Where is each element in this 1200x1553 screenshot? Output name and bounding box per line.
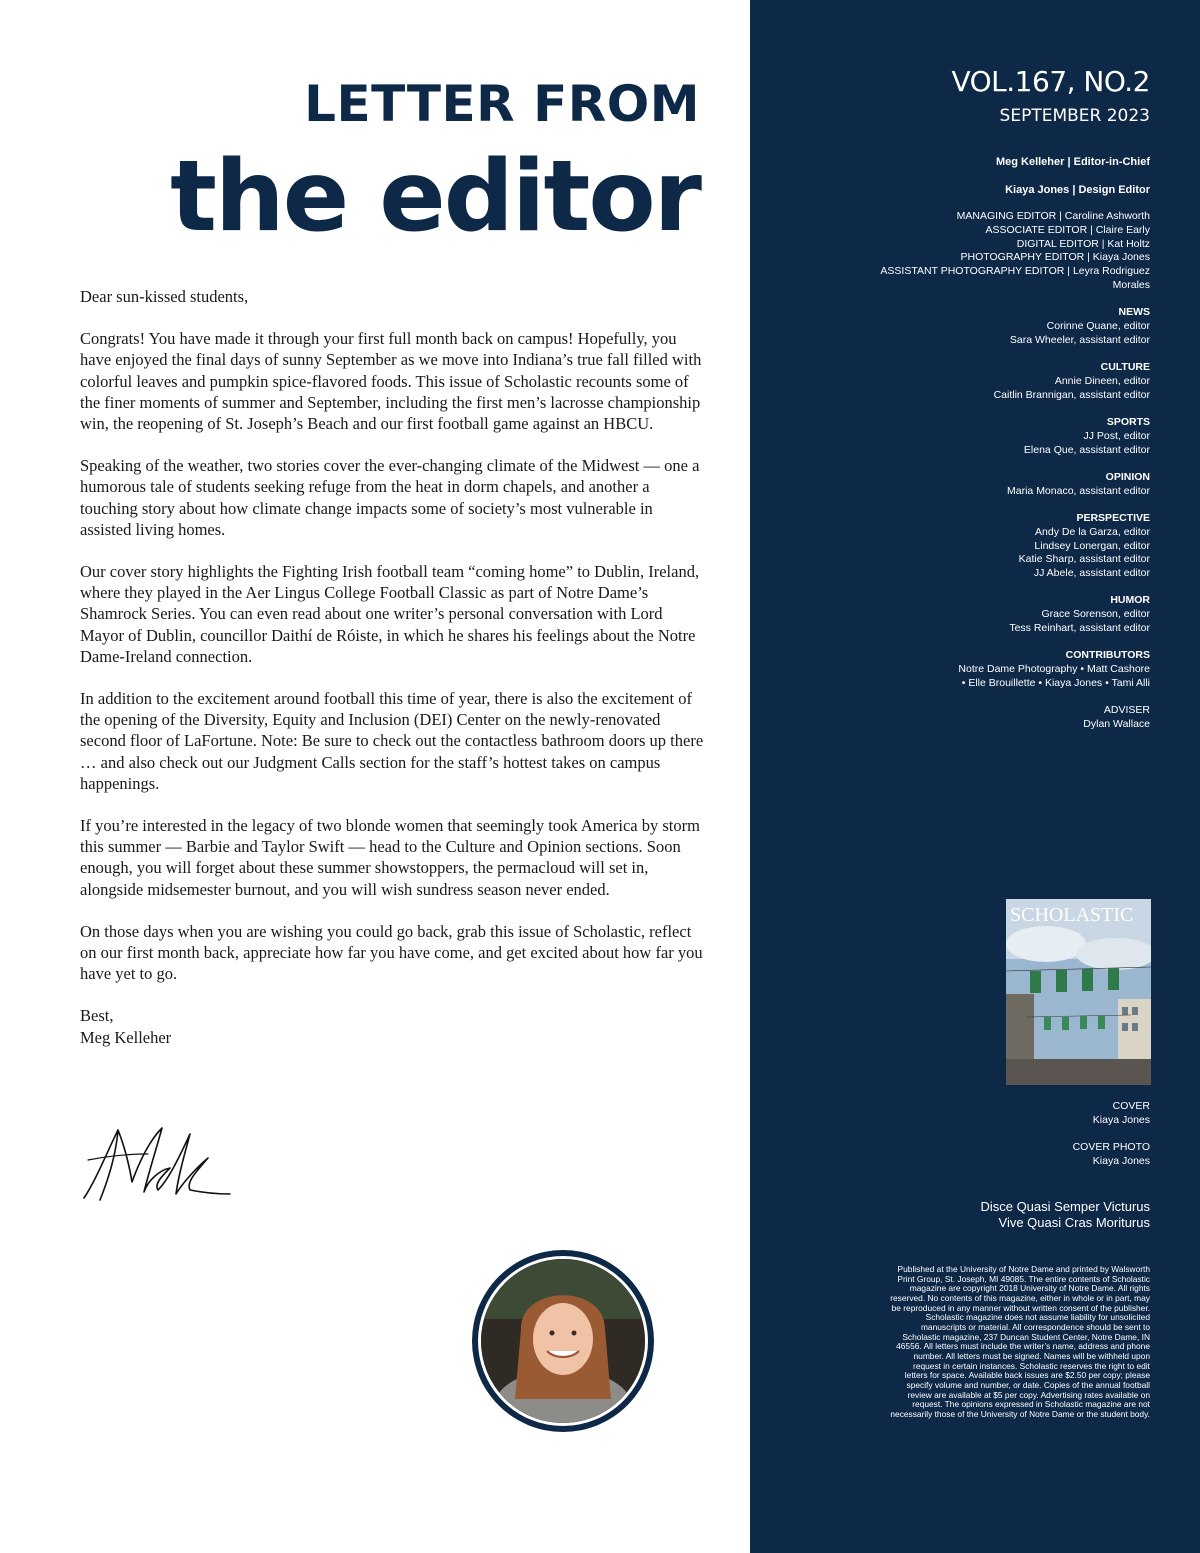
staff-name: • Elle Brouillette • Kiaya Jones • Tami Alli <box>961 676 1150 689</box>
section-heading: CULTURE <box>1100 361 1150 373</box>
staff-name: Elena Que, assistant editor <box>1023 443 1150 456</box>
letter-paragraph: On those days when you are wishing you could go back, grab this issue of Scholastic, reflect on our first month back, appreciate how far you have come, and get excited about how far you have yet to go. <box>80 921 703 984</box>
cover-image <box>1006 899 1151 1085</box>
staff-name: Grace Sorenson, editor <box>1041 607 1150 620</box>
editor-line: MANAGING EDITOR | Caroline Ashworth <box>956 210 1150 222</box>
staff-name: Maria Monaco, assistant editor <box>1007 484 1150 497</box>
staff-name: Katie Sharp, assistant editor <box>1018 553 1150 566</box>
motto-line: Vive Quasi Cras Moriturus <box>998 1215 1150 1230</box>
cover-photo-credit-heading: COVER PHOTO <box>1072 1141 1150 1153</box>
staff-name: Annie Dineen, editor <box>1054 374 1150 387</box>
section-sports <box>820 416 1150 457</box>
handwritten-signature <box>78 1120 238 1210</box>
section-heading: PERSPECTIVE <box>1076 512 1150 524</box>
section-culture <box>820 361 1150 402</box>
editor-line: DIGITAL EDITOR | Kat Holtz <box>1016 237 1150 250</box>
cover-photo-credit-name: Kiaya Jones <box>1092 1154 1150 1167</box>
cover-photo-credit <box>820 1141 1150 1169</box>
staff-name: Andy De la Garza, editor <box>1035 525 1150 538</box>
editor-portrait <box>472 1250 654 1432</box>
design-editor: Kiaya Jones | Design Editor <box>1005 184 1150 196</box>
cover-title: SCHOLASTIC <box>1010 904 1134 926</box>
letter-paragraph: If you’re interested in the legacy of two blonde women that seemingly took America by storm this summer — Barbie and Taylor Swift — head to the Culture and Opinion sections. Soon enough, you will forget about these summer showstoppers, the permacloud will set in, alongside midsemester burnout, and you will wish sundress season never ended. <box>80 816 700 899</box>
editor-line: PHOTOGRAPHY EDITOR | Kiaya Jones <box>960 251 1150 264</box>
section-heading: HUMOR <box>1110 594 1150 606</box>
staff-name: Corinne Quane, editor <box>1046 319 1150 332</box>
motto <box>850 1199 1150 1231</box>
editors-list <box>820 210 1150 293</box>
staff-name: Lindsey Lonergan, editor <box>1034 539 1150 552</box>
staff-name: JJ Abele, assistant editor <box>1033 567 1150 580</box>
editor-line: ASSISTANT PHOTOGRAPHY EDITOR | Leyra Rodriguez <box>880 265 1150 278</box>
volume-number: VOL.167, NO.2 <box>951 65 1150 98</box>
letter-paragraph: In addition to the excitement around football this time of year, there is also the excitement of the opening of the Diversity, Equity and Inclusion (DEI) Center on the newly-renovated second floor of LaFortune. Note: Be sure to check out the contactless bathroom doors up there … and also check out our Judgment Calls section for the staff’s hottest takes on campus happenings. <box>80 689 704 793</box>
letter-paragraph: Speaking of the weather, two stories cover the ever-changing climate of the Midwest — one a humorous tale of students seeking refuge from the heat in dorm chapels, and another a touching story about how climate change impacts some of society’s most vulnerable in assisted living homes. <box>80 456 700 539</box>
issue-date: SEPTEMBER 2023 <box>999 106 1150 126</box>
motto-line: Disce Quasi Semper Victurus <box>980 1199 1150 1214</box>
letter-author: Meg Kelleher <box>80 1027 172 1047</box>
cover-credit-name: Kiaya Jones <box>1092 1113 1150 1126</box>
editor-line: Morales <box>1112 278 1150 291</box>
portrait-frame <box>478 1256 648 1426</box>
cover-credit-heading: COVER <box>1112 1100 1150 1112</box>
magazine-cover-thumbnail <box>1006 899 1151 1085</box>
section-contributors <box>820 649 1150 690</box>
editor-in-chief: Meg Kelleher | Editor-in-Chief <box>995 156 1150 168</box>
section-opinion <box>820 471 1150 499</box>
section-perspective <box>820 512 1150 581</box>
staff-name: Sara Wheeler, assistant editor <box>1009 333 1150 346</box>
section-heading: NEWS <box>1118 306 1150 318</box>
section-adviser <box>820 704 1150 732</box>
staff-name: Dylan Wallace <box>1083 717 1150 730</box>
section-humor <box>820 594 1150 635</box>
headline-letter-from: LETTER FROM <box>304 75 700 133</box>
staff-name: Tess Reinhart, assistant editor <box>1009 621 1150 634</box>
cover-credit <box>820 1100 1150 1128</box>
letter-closing: Best, <box>80 1006 114 1026</box>
headline-the-editor: the editor <box>170 140 700 254</box>
section-heading: SPORTS <box>1106 416 1150 428</box>
section-heading: CONTRIBUTORS <box>1065 649 1150 661</box>
section-news <box>820 306 1150 347</box>
section-heading: ADVISER <box>1103 704 1150 716</box>
section-heading: OPINION <box>1105 471 1150 483</box>
portrait-photo <box>481 1259 645 1423</box>
staff-name: JJ Post, editor <box>1083 429 1150 442</box>
staff-name: Notre Dame Photography • Matt Cashore <box>958 662 1150 675</box>
letter-paragraph: Congrats! You have made it through your first full month back on campus! Hopefully, you have enjoyed the final days of sunny September as we move into Indiana’s true fall filled with colorful leaves and pumpkin spice-flavored foods. This issue of Scholastic recounts some of the finer moments of summer and September, including the first men’s lacrosse championship win, the reopening of St. Joseph’s Beach and our first football game against an HBCU. <box>80 329 702 434</box>
letter-paragraph: Our cover story highlights the Fighting Irish football team “coming home” to Dublin, Ireland, where they played in the Aer Lingus College Football Classic as part of Notre Dame’s Shamrock Series. You can even read about one writer’s personal conversation with Lord Mayor of Dublin, councillor Daithí de Róiste, in which he shares his feelings about the Notre Dame-Ireland connection. <box>80 562 700 666</box>
publication-fine-print: Published at the University of Notre Dame and printed by Walsworth Print Group, St. Joseph, MI 49085. The entire contents of Scholastic magazine are copyright 2018 University of Notre Dame. All rights reserved. No contents of this magazine, either in whole or in part, may be reproduced in any manner without written consent of the publisher. Scholastic magazine does not assume liability for unsolicited manuscripts or material. All correspondence should be sent to Scholastic magazine, 237 Duncan Student Center, Notre Dame, IN 46556. All letters must include the writer’s name, address and phone number. All letters must be signed. Names will be withheld upon request in certain instances. Scholastic reserves the right to edit letters for space. Available back issues are $2.50 per copy; please specify volume and number, or date. Copies of the annual football review are available at $5 per copy. Advertising rates available on request. The opinions expressed in Scholastic magazine are not necessarily those of the University of Notre Dame or the student body. <box>890 1264 1150 1419</box>
letter-greeting: Dear sun-kissed students, <box>80 287 249 306</box>
editor-line: ASSOCIATE EDITOR | Claire Early <box>985 223 1150 236</box>
letter-body <box>80 286 708 1048</box>
staff-name: Caitlin Brannigan, assistant editor <box>993 388 1150 401</box>
